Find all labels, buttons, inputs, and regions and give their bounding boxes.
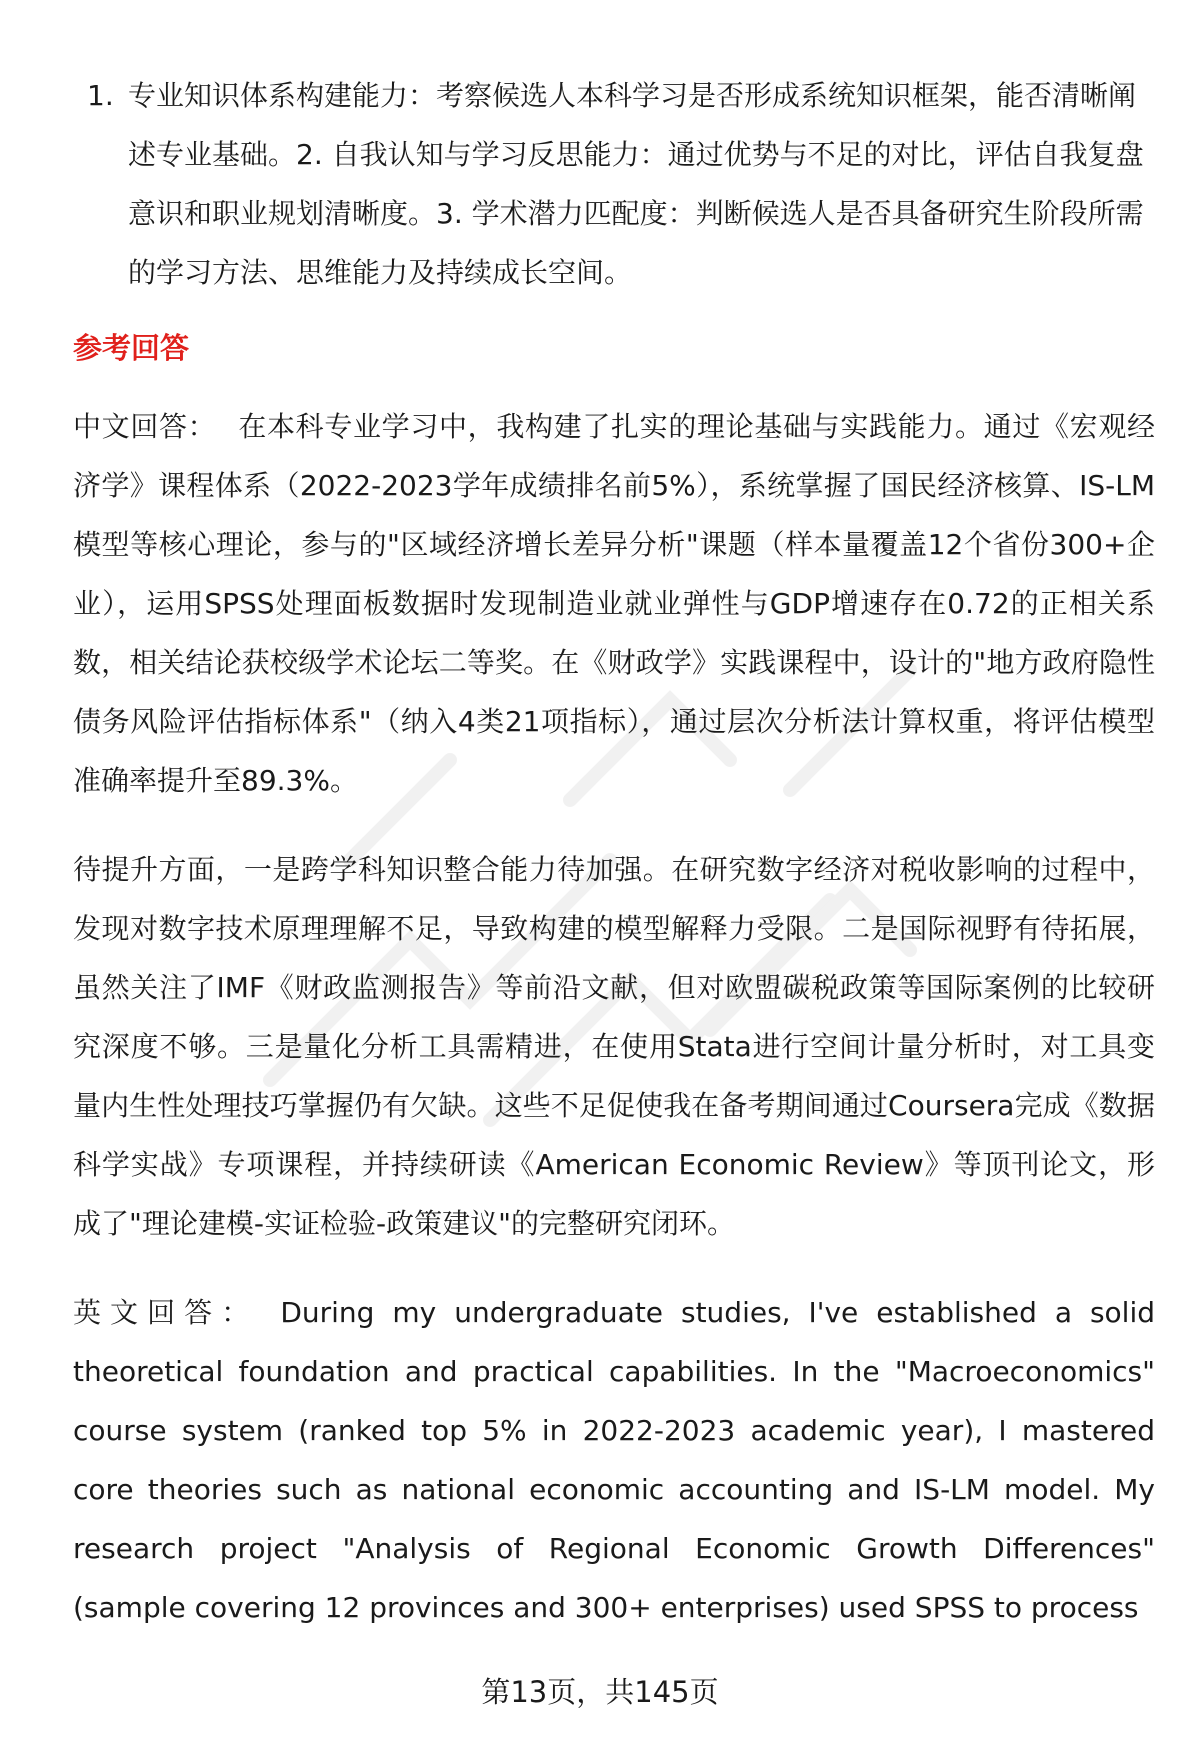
- english-answer-paragraph: [73, 1283, 1155, 1637]
- criteria-text: 专业知识体系构建能力：考察候选人本科学习是否形成系统知识框架，能否清晰阐述专业基础。2. 自我认知与学习反思能力：通过优势与不足的对比，评估自我复盘意识和职业规划清晰度。3. 学术潜力匹配度：判断候选人是否具备研究生阶段所需的学习方法、思维能力及持续成长空间。: [128, 79, 1144, 289]
- evaluation-criteria: [73, 66, 1155, 302]
- english-answer-text: During my undergraduate studies, I've established a solid theoretical foundation and practical capabilities. In the "Macroeconomics" course system (ranked top 5% in 2022-2023 academic year), I mastered core theories such as national economic accounting and IS-LM model. My research project "Analysis of Regional Economic Growth Differences" (sample covering 12 provinces and 300+ enterprises) used SPSS to process: [73, 1296, 1155, 1624]
- page-number-footer: 第13页，共145页: [481, 1675, 719, 1709]
- chinese-answer-text-2: 待提升方面，一是跨学科知识整合能力待加强。在研究数字经济对税收影响的过程中，发现对数字技术原理理解不足，导致构建的模型解释力受限。二是国际视野有待拓展，虽然关注了IMF《财政监测报告》等前沿文献，但对欧盟碳税政策等国际案例的比较研究深度不够。三是量化分析工具需精进，在使用Stata进行空间计量分析时，对工具变量内生性处理技巧掌握仍有欠缺。这些不足促使我在备考期间通过Coursera完成《数据科学实战》专项课程，并持续研读《American Economic Review》等顶刊论文，形成了"理论建模-实证检验-政策建议"的完整研究闭环。: [73, 853, 1155, 1240]
- reference-answer-heading: 参考回答: [73, 331, 190, 365]
- content-area: [73, 66, 1155, 1637]
- english-answer-label: 英文回答：: [73, 1296, 259, 1329]
- chinese-answer-label: 中文回答：: [73, 410, 217, 443]
- chinese-answer-paragraph-1: [73, 397, 1155, 810]
- chinese-answer-text-1: 在本科专业学习中，我构建了扎实的理论基础与实践能力。通过《宏观经济学》课程体系（2022-2023学年成绩排名前5%），系统掌握了国民经济核算、IS-LM模型等核心理论，参与的"区域经济增长差异分析"课题（样本量覆盖12个省份300+企业），运用SPSS处理面板数据时发现制造业就业弹性与GDP增速存在0.72的正相关系数，相关结论获校级学术论坛二等奖。在《财政学》实践课程中，设计的"地方政府隐性债务风险评估指标体系"（纳入4类21项指标），通过层次分析法计算权重，将评估模型准确率提升至89.3%。: [73, 410, 1155, 797]
- criteria-number: 1.: [87, 79, 114, 112]
- chinese-answer-paragraph-2: [73, 840, 1155, 1253]
